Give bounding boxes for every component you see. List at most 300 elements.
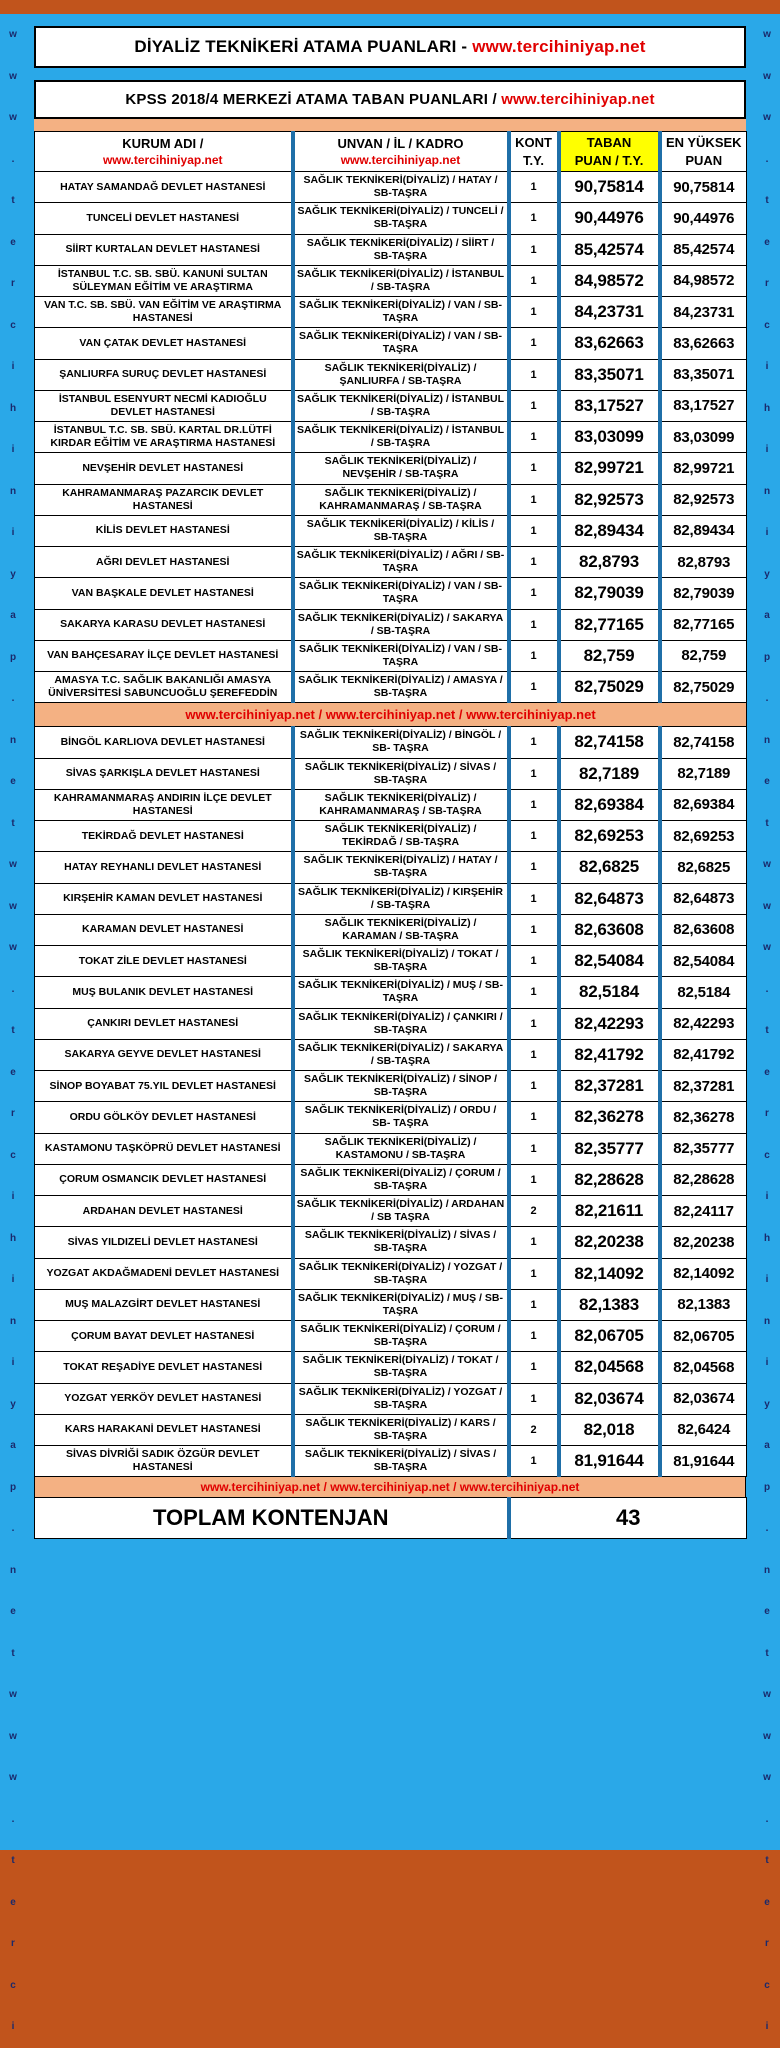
marquee-letter: y: [10, 568, 16, 580]
table-header-row: [35, 132, 747, 172]
table-row[interactable]: [35, 1446, 747, 1477]
page-title-text: DİYALİZ TEKNİKERİ ATAMA PUANLARI -: [134, 37, 473, 56]
cell-kont: 1: [509, 1352, 559, 1383]
cell-unvan: SAĞLIK TEKNİKERİ(DİYALİZ) / AMASYA / SB-TAŞRA: [293, 672, 509, 703]
cell-kont: 1: [509, 1258, 559, 1289]
marquee-letter: t: [11, 817, 15, 829]
table-row[interactable]: [35, 821, 747, 852]
cell-kurum: İSTANBUL ESENYURT NECMİ KADIOĞLU DEVLET HASTANESİ: [35, 390, 293, 421]
cell-kont: 2: [509, 1414, 559, 1445]
table-row[interactable]: [35, 1164, 747, 1195]
page-frame: [0, 14, 780, 2032]
cell-en-yuksek-puan: 82,79039: [660, 578, 747, 609]
table-row[interactable]: [35, 484, 747, 515]
marquee-letter: c: [10, 1149, 16, 1161]
cell-kont: 1: [509, 484, 559, 515]
table-row[interactable]: [35, 1227, 747, 1258]
marquee-letter: i: [11, 1274, 15, 1285]
cell-taban-puan: 82,21611: [559, 1196, 660, 1227]
table-row[interactable]: [35, 1352, 747, 1383]
cell-taban-puan: 82,74158: [559, 727, 660, 758]
mid-banner-text: www.tercihiniyap.net / www.tercihiniyap.net / www.tercihiniyap.net: [35, 703, 747, 727]
cell-unvan: SAĞLIK TEKNİKERİ(DİYALİZ) / TEKİRDAĞ / SB-TAŞRA: [293, 821, 509, 852]
cell-unvan: SAĞLIK TEKNİKERİ(DİYALİZ) / İSTANBUL / SB-TAŞRA: [293, 265, 509, 296]
cell-kurum: YOZGAT AKDAĞMADENİ DEVLET HASTANESİ: [35, 1258, 293, 1289]
marquee-letter: e: [10, 776, 16, 787]
cell-taban-puan: 82,37281: [559, 1071, 660, 1102]
cell-taban-puan: 82,1383: [559, 1289, 660, 1320]
marquee-letter: w: [763, 1689, 771, 1700]
cell-kont: 1: [509, 789, 559, 820]
cell-en-yuksek-puan: 82,5184: [660, 977, 747, 1008]
cell-kont: 1: [509, 672, 559, 703]
cell-kont: 1: [509, 914, 559, 945]
blue-divider-1: [34, 68, 746, 80]
cell-kont: 1: [509, 946, 559, 977]
table-row[interactable]: [35, 1321, 747, 1352]
cell-kurum: KAHRAMANMARAŞ ANDIRIN İLÇE DEVLET HASTANESİ: [35, 789, 293, 820]
cell-taban-puan: 82,77165: [559, 609, 660, 640]
page-subtitle: [34, 80, 746, 119]
cell-taban-puan: 82,5184: [559, 977, 660, 1008]
cell-unvan: SAĞLIK TEKNİKERİ(DİYALİZ) / SAKARYA / SB-TAŞRA: [293, 609, 509, 640]
total-label: TOPLAM KONTENJAN: [35, 1498, 509, 1539]
cell-unvan: SAĞLIK TEKNİKERİ(DİYALİZ) / SİİRT / SB-TAŞRA: [293, 234, 509, 265]
header-enyuksek: [660, 132, 747, 172]
marquee-letter: c: [10, 319, 16, 331]
cell-unvan: SAĞLIK TEKNİKERİ(DİYALİZ) / KARS / SB-TAŞRA: [293, 1414, 509, 1445]
cell-kont: 1: [509, 1071, 559, 1102]
cell-taban-puan: 85,42574: [559, 234, 660, 265]
cell-en-yuksek-puan: 81,91644: [660, 1446, 747, 1477]
marquee-letter: n: [9, 485, 17, 497]
cell-kurum: SİVAS YILDIZELİ DEVLET HASTANESİ: [35, 1227, 293, 1258]
table-row[interactable]: [35, 203, 747, 234]
marquee-letter: t: [765, 1647, 769, 1659]
table-row[interactable]: [35, 328, 747, 359]
marquee-letter: w: [9, 942, 17, 953]
header-kont: [509, 132, 559, 172]
marquee-letter: w: [763, 1772, 771, 1783]
header-unvan: [293, 132, 509, 172]
cell-kurum: İSTANBUL T.C. SB. SBÜ. KARTAL DR.LÜTFİ KIRDAR EĞİTİM VE ARAŞTIRMA HASTANESİ: [35, 422, 293, 453]
cell-taban-puan: 82,759: [559, 640, 660, 671]
cell-kont: 1: [509, 578, 559, 609]
cell-kurum: VAN BAŞKALE DEVLET HASTANESİ: [35, 578, 293, 609]
cell-kont: 1: [509, 852, 559, 883]
cell-taban-puan: 82,06705: [559, 1321, 660, 1352]
cell-taban-puan: 82,42293: [559, 1008, 660, 1039]
cell-unvan: SAĞLIK TEKNİKERİ(DİYALİZ) / BİNGÖL / SB- TAŞRA: [293, 727, 509, 758]
marquee-letter: n: [9, 734, 17, 746]
page-subtitle-text: KPSS 2018/4 MERKEZİ ATAMA TABAN PUANLARI /: [125, 91, 502, 108]
cell-taban-puan: 82,92573: [559, 484, 660, 515]
cell-kont: 1: [509, 1321, 559, 1352]
table-row[interactable]: [35, 946, 747, 977]
cell-kurum: MUŞ MALAZGİRT DEVLET HASTANESİ: [35, 1289, 293, 1320]
cell-kont: 1: [509, 422, 559, 453]
cell-kont: 1: [509, 1383, 559, 1414]
cell-kurum: İSTANBUL T.C. SB. SBÜ. KANUNİ SULTAN SÜLEYMAN EĞİTİM VE ARAŞTIRMA: [35, 265, 293, 296]
cell-unvan: SAĞLIK TEKNİKERİ(DİYALİZ) / SİVAS / SB-TAŞRA: [293, 758, 509, 789]
marquee-letter: .: [765, 153, 769, 165]
marquee-letter: w: [9, 112, 17, 123]
cell-kurum: SİVAS ŞARKIŞLA DEVLET HASTANESİ: [35, 758, 293, 789]
cell-kont: 1: [509, 1227, 559, 1258]
marquee-letter: i: [11, 2021, 15, 2032]
cell-kurum: VAN ÇATAK DEVLET HASTANESİ: [35, 328, 293, 359]
marquee-letter: t: [11, 1855, 15, 1866]
cell-unvan: SAĞLIK TEKNİKERİ(DİYALİZ) / KASTAMONU / SB-TAŞRA: [293, 1133, 509, 1164]
marquee-letter: w: [9, 29, 17, 40]
cell-unvan: SAĞLIK TEKNİKERİ(DİYALİZ) / ARDAHAN / SB TAŞRA: [293, 1196, 509, 1227]
cell-taban-puan: 82,41792: [559, 1039, 660, 1070]
table-row[interactable]: [35, 852, 747, 883]
table-row[interactable]: [35, 672, 747, 703]
marquee-letter: w: [9, 859, 17, 870]
table-row[interactable]: [35, 1258, 747, 1289]
cell-en-yuksek-puan: 82,99721: [660, 453, 747, 484]
cell-unvan: SAĞLIK TEKNİKERİ(DİYALİZ) / KİLİS / SB-TAŞRA: [293, 515, 509, 546]
marquee-letter: c: [764, 1149, 770, 1161]
marquee-letter: e: [10, 236, 16, 248]
marquee-letter: e: [10, 1066, 16, 1078]
left-marquee-strip: [0, 14, 26, 2032]
table-row[interactable]: [35, 758, 747, 789]
table-row[interactable]: [35, 1102, 747, 1133]
cell-kont: 1: [509, 297, 559, 328]
header-taban-sub: PUAN / T.Y.: [574, 152, 644, 168]
cell-taban-puan: 90,75814: [559, 172, 660, 203]
page-title: [34, 26, 746, 68]
cell-en-yuksek-puan: 83,62663: [660, 328, 747, 359]
cell-en-yuksek-puan: 82,74158: [660, 727, 747, 758]
cell-taban-puan: 82,04568: [559, 1352, 660, 1383]
marquee-letter: w: [763, 942, 771, 953]
table-row[interactable]: [35, 640, 747, 671]
cell-taban-puan: 82,89434: [559, 515, 660, 546]
header-kurum-site: www.tercihiniyap.net: [102, 153, 223, 168]
marquee-letter: r: [11, 278, 15, 289]
marquee-letter: e: [764, 1896, 770, 1908]
cell-taban-puan: 82,75029: [559, 672, 660, 703]
header-taban: [559, 132, 660, 172]
cell-kurum: KİLİS DEVLET HASTANESİ: [35, 515, 293, 546]
sheet: [26, 14, 754, 1850]
cell-unvan: SAĞLIK TEKNİKERİ(DİYALİZ) / ÇORUM / SB-TAŞRA: [293, 1321, 509, 1352]
page-title-site: www.tercihiniyap.net: [472, 37, 646, 56]
table-row[interactable]: [35, 1289, 747, 1320]
table-row[interactable]: [35, 1196, 747, 1227]
cell-unvan: SAĞLIK TEKNİKERİ(DİYALİZ) / AĞRI / SB-TAŞRA: [293, 547, 509, 578]
cell-unvan: SAĞLIK TEKNİKERİ(DİYALİZ) / NEVŞEHİR / SB-TAŞRA: [293, 453, 509, 484]
cell-kurum: KARS HARAKANİ DEVLET HASTANESİ: [35, 1414, 293, 1445]
cell-taban-puan: 83,17527: [559, 390, 660, 421]
cell-unvan: SAĞLIK TEKNİKERİ(DİYALİZ) / TOKAT / SB-TAŞRA: [293, 1352, 509, 1383]
cell-kont: 1: [509, 328, 559, 359]
cell-unvan: SAĞLIK TEKNİKERİ(DİYALİZ) / MUŞ / SB-TAŞRA: [293, 977, 509, 1008]
cell-kont: 1: [509, 172, 559, 203]
cell-unvan: SAĞLIK TEKNİKERİ(DİYALİZ) / SAKARYA / SB-TAŞRA: [293, 1039, 509, 1070]
cell-kurum: TOKAT ZİLE DEVLET HASTANESİ: [35, 946, 293, 977]
marquee-letter: .: [11, 983, 15, 995]
cell-kurum: ORDU GÖLKÖY DEVLET HASTANESİ: [35, 1102, 293, 1133]
cell-en-yuksek-puan: 83,35071: [660, 359, 747, 390]
header-unvan-site: www.tercihiniyap.net: [340, 153, 461, 168]
table-row[interactable]: [35, 1039, 747, 1070]
header-kurum-label: KURUM ADI /: [122, 135, 204, 151]
cell-kont: 1: [509, 203, 559, 234]
scores-table: [34, 131, 747, 1477]
marquee-letter: w: [763, 112, 771, 123]
marquee-letter: w: [9, 1730, 17, 1742]
table-row[interactable]: [35, 789, 747, 820]
marquee-letter: i: [11, 1357, 15, 1368]
marquee-letter: .: [765, 1523, 769, 1534]
cell-kurum: SAKARYA KARASU DEVLET HASTANESİ: [35, 609, 293, 640]
cell-en-yuksek-puan: 83,03099: [660, 422, 747, 453]
header-enyuksek-sub: PUAN: [685, 152, 723, 168]
marquee-letter: i: [11, 444, 15, 455]
marquee-letter: t: [765, 817, 769, 829]
cell-unvan: SAĞLIK TEKNİKERİ(DİYALİZ) / VAN / SB-TAŞRA: [293, 578, 509, 609]
marquee-letter: r: [765, 1938, 769, 1949]
cell-taban-puan: 81,91644: [559, 1446, 660, 1477]
cell-unvan: SAĞLIK TEKNİKERİ(DİYALİZ) / VAN / SB-TAŞRA: [293, 328, 509, 359]
marquee-letter: e: [764, 776, 770, 787]
cell-taban-puan: 82,63608: [559, 914, 660, 945]
cell-kont: 1: [509, 758, 559, 789]
cell-unvan: SAĞLIK TEKNİKERİ(DİYALİZ) / MUŞ / SB-TAŞRA: [293, 1289, 509, 1320]
cell-kurum: BİNGÖL KARLIOVA DEVLET HASTANESİ: [35, 727, 293, 758]
marquee-letter: a: [764, 1440, 770, 1451]
marquee-letter: w: [763, 900, 771, 912]
cell-kurum: TUNCELİ DEVLET HASTANESİ: [35, 203, 293, 234]
total-table: [34, 1497, 747, 1539]
cell-unvan: SAĞLIK TEKNİKERİ(DİYALİZ) / KAHRAMANMARAŞ / SB-TAŞRA: [293, 484, 509, 515]
table-row[interactable]: [35, 547, 747, 578]
cell-en-yuksek-puan: 82,06705: [660, 1321, 747, 1352]
marquee-letter: t: [11, 195, 15, 206]
cell-en-yuksek-puan: 90,75814: [660, 172, 747, 203]
cell-taban-puan: 84,23731: [559, 297, 660, 328]
cell-en-yuksek-puan: 83,17527: [660, 390, 747, 421]
cell-kurum: HATAY REYHANLI DEVLET HASTANESİ: [35, 852, 293, 883]
cell-kurum: YOZGAT YERKÖY DEVLET HASTANESİ: [35, 1383, 293, 1414]
marquee-letter: w: [9, 900, 17, 912]
cell-kurum: KASTAMONU TAŞKÖPRÜ DEVLET HASTANESİ: [35, 1133, 293, 1164]
cell-en-yuksek-puan: 82,75029: [660, 672, 747, 703]
cell-en-yuksek-puan: 85,42574: [660, 234, 747, 265]
cell-en-yuksek-puan: 82,54084: [660, 946, 747, 977]
cell-taban-puan: 83,62663: [559, 328, 660, 359]
cell-en-yuksek-puan: 82,24117: [660, 1196, 747, 1227]
table-row[interactable]: [35, 1383, 747, 1414]
cell-unvan: SAĞLIK TEKNİKERİ(DİYALİZ) / SİVAS / SB-TAŞRA: [293, 1446, 509, 1477]
table-row[interactable]: [35, 977, 747, 1008]
marquee-letter: t: [765, 1855, 769, 1866]
cell-unvan: SAĞLIK TEKNİKERİ(DİYALİZ) / KIRŞEHİR / SB-TAŞRA: [293, 883, 509, 914]
marquee-letter: y: [10, 1398, 16, 1410]
marquee-letter: i: [11, 361, 15, 372]
cell-unvan: SAĞLIK TEKNİKERİ(DİYALİZ) / ÇANKIRI / SB-TAŞRA: [293, 1008, 509, 1039]
total-row: [35, 1498, 747, 1539]
cell-taban-puan: 82,54084: [559, 946, 660, 977]
table-row[interactable]: [35, 914, 747, 945]
marquee-letter: e: [764, 236, 770, 248]
cell-unvan: SAĞLIK TEKNİKERİ(DİYALİZ) / KARAMAN / SB-TAŞRA: [293, 914, 509, 945]
cell-kurum: SAKARYA GEYVE DEVLET HASTANESİ: [35, 1039, 293, 1070]
cell-kurum: NEVŞEHİR DEVLET HASTANESİ: [35, 453, 293, 484]
cell-kurum: ŞANLIURFA SURUÇ DEVLET HASTANESİ: [35, 359, 293, 390]
cell-kont: 1: [509, 1446, 559, 1477]
cell-unvan: SAĞLIK TEKNİKERİ(DİYALİZ) / İSTANBUL / SB-TAŞRA: [293, 390, 509, 421]
marquee-letter: .: [11, 1813, 15, 1825]
cell-kurum: ARDAHAN DEVLET HASTANESİ: [35, 1196, 293, 1227]
table-row[interactable]: [35, 234, 747, 265]
table-row[interactable]: [35, 1008, 747, 1039]
marquee-letter: i: [11, 527, 15, 538]
cell-kurum: ÇORUM BAYAT DEVLET HASTANESİ: [35, 1321, 293, 1352]
cell-kurum: VAN T.C. SB. SBÜ. VAN EĞİTİM VE ARAŞTIRMA HASTANESİ: [35, 297, 293, 328]
marquee-letter: c: [764, 1979, 770, 1991]
cell-en-yuksek-puan: 84,98572: [660, 265, 747, 296]
cell-kont: 1: [509, 1164, 559, 1195]
marquee-letter: r: [11, 1108, 15, 1119]
cell-taban-puan: 82,36278: [559, 1102, 660, 1133]
cell-en-yuksek-puan: 82,759: [660, 640, 747, 671]
cell-taban-puan: 84,98572: [559, 265, 660, 296]
cell-kont: 1: [509, 265, 559, 296]
table-row[interactable]: [35, 172, 747, 203]
cell-en-yuksek-puan: 82,41792: [660, 1039, 747, 1070]
marquee-letter: w: [9, 1689, 17, 1700]
marquee-letter: a: [10, 1440, 16, 1451]
marquee-letter: r: [765, 278, 769, 289]
header-kont-label: KONT: [515, 135, 552, 150]
table-row[interactable]: [35, 390, 747, 421]
marquee-letter: .: [11, 153, 15, 165]
cell-unvan: SAĞLIK TEKNİKERİ(DİYALİZ) / SİVAS / SB-TAŞRA: [293, 1227, 509, 1258]
marquee-letter: t: [765, 195, 769, 206]
marquee-letter: a: [10, 610, 16, 621]
marquee-letter: n: [763, 1564, 771, 1576]
table-row[interactable]: [35, 265, 747, 296]
marquee-letter: .: [11, 693, 15, 704]
cell-kont: 1: [509, 609, 559, 640]
cell-en-yuksek-puan: 82,36278: [660, 1102, 747, 1133]
marquee-letter: y: [764, 568, 770, 580]
cell-en-yuksek-puan: 82,89434: [660, 515, 747, 546]
marquee-letter: c: [10, 1979, 16, 1991]
cell-en-yuksek-puan: 82,37281: [660, 1071, 747, 1102]
marquee-letter: a: [764, 610, 770, 621]
cell-unvan: SAĞLIK TEKNİKERİ(DİYALİZ) / ORDU / SB- TAŞRA: [293, 1102, 509, 1133]
marquee-letter: h: [763, 402, 771, 414]
cell-kont: 1: [509, 1008, 559, 1039]
table-row[interactable]: [35, 1133, 747, 1164]
cell-unvan: SAĞLIK TEKNİKERİ(DİYALİZ) / VAN / SB-TAŞRA: [293, 640, 509, 671]
marquee-letter: n: [9, 1315, 17, 1327]
marquee-letter: c: [764, 319, 770, 331]
cell-kont: 1: [509, 515, 559, 546]
header-unvan-label: UNVAN / İL / KADRO: [337, 135, 464, 151]
cell-en-yuksek-puan: 82,03674: [660, 1383, 747, 1414]
marquee-letter: p: [763, 1481, 771, 1493]
table-body: [35, 172, 747, 1477]
cell-kont: 1: [509, 453, 559, 484]
cell-taban-puan: 82,69384: [559, 789, 660, 820]
marquee-letter: i: [765, 361, 769, 372]
marquee-letter: h: [9, 1232, 17, 1244]
marquee-letter: w: [763, 1730, 771, 1742]
marquee-letter: n: [9, 1564, 17, 1576]
marquee-letter: h: [763, 1232, 771, 1244]
table-row[interactable]: [35, 883, 747, 914]
cell-kurum: ÇORUM OSMANCIK DEVLET HASTANESİ: [35, 1164, 293, 1195]
table-row[interactable]: [35, 453, 747, 484]
marquee-letter: w: [9, 1772, 17, 1783]
marquee-letter: p: [9, 651, 17, 663]
marquee-letter: h: [9, 402, 17, 414]
cell-en-yuksek-puan: 82,6825: [660, 852, 747, 883]
table-row[interactable]: [35, 1414, 747, 1445]
table-row[interactable]: [35, 609, 747, 640]
cell-kurum: KAHRAMANMARAŞ PAZARCIK DEVLET HASTANESİ: [35, 484, 293, 515]
marquee-letter: n: [763, 734, 771, 746]
marquee-letter: t: [765, 1025, 769, 1036]
marquee-letter: t: [11, 1025, 15, 1036]
table-row[interactable]: [35, 727, 747, 758]
cell-en-yuksek-puan: 90,44976: [660, 203, 747, 234]
table-row[interactable]: [35, 1071, 747, 1102]
marquee-letter: p: [9, 1481, 17, 1493]
cell-kurum: KIRŞEHİR KAMAN DEVLET HASTANESİ: [35, 883, 293, 914]
table-row[interactable]: [35, 359, 747, 390]
cell-en-yuksek-puan: 82,69253: [660, 821, 747, 852]
table-row[interactable]: [35, 297, 747, 328]
marquee-letter: i: [765, 2021, 769, 2032]
table-row[interactable]: [35, 515, 747, 546]
mid-banner-row: [35, 703, 747, 727]
cell-unvan: SAĞLIK TEKNİKERİ(DİYALİZ) / SİNOP / SB-TAŞRA: [293, 1071, 509, 1102]
cell-unvan: SAĞLIK TEKNİKERİ(DİYALİZ) / VAN / SB-TAŞRA: [293, 297, 509, 328]
cell-unvan: SAĞLIK TEKNİKERİ(DİYALİZ) / ŞANLIURFA / SB-TAŞRA: [293, 359, 509, 390]
cell-kurum: ÇANKIRI DEVLET HASTANESİ: [35, 1008, 293, 1039]
table-row[interactable]: [35, 422, 747, 453]
cell-unvan: SAĞLIK TEKNİKERİ(DİYALİZ) / TUNCELİ / SB-TAŞRA: [293, 203, 509, 234]
cell-taban-puan: 82,28628: [559, 1164, 660, 1195]
cell-en-yuksek-puan: 82,92573: [660, 484, 747, 515]
cell-kont: 1: [509, 821, 559, 852]
cell-taban-puan: 82,35777: [559, 1133, 660, 1164]
cell-en-yuksek-puan: 82,63608: [660, 914, 747, 945]
cell-unvan: SAĞLIK TEKNİKERİ(DİYALİZ) / YOZGAT / SB-TAŞRA: [293, 1258, 509, 1289]
marquee-letter: .: [11, 1523, 15, 1534]
header-kont-sub: T.Y.: [523, 152, 544, 168]
cell-kont: 1: [509, 727, 559, 758]
marquee-letter: i: [765, 1191, 769, 1202]
cell-en-yuksek-puan: 82,6424: [660, 1414, 747, 1445]
cell-kont: 2: [509, 1196, 559, 1227]
marquee-letter: t: [11, 1647, 15, 1659]
cell-kont: 1: [509, 1102, 559, 1133]
marquee-letter: r: [11, 1938, 15, 1949]
table-row[interactable]: [35, 578, 747, 609]
marquee-letter: i: [765, 444, 769, 455]
header-enyuksek-label: EN YÜKSEK: [665, 135, 742, 150]
marquee-letter: r: [765, 1108, 769, 1119]
